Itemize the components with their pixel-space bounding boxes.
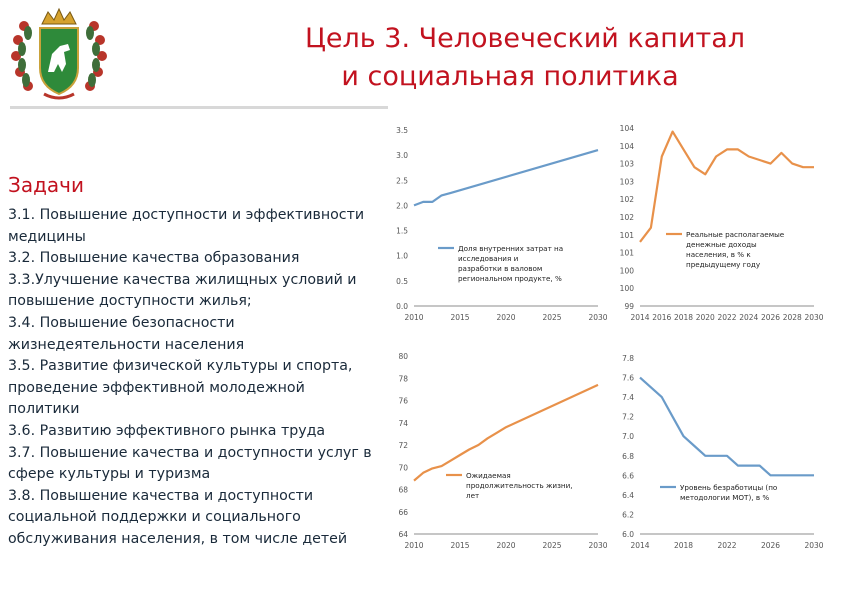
- y-tick-label: 3.0: [396, 151, 408, 161]
- y-tick-label: 1.5: [396, 226, 408, 236]
- y-tick-label: 6.0: [622, 530, 634, 539]
- y-tick-label: 6.2: [622, 510, 634, 520]
- y-tick-label: 64: [398, 530, 408, 539]
- y-tick-label: 100: [619, 266, 634, 276]
- y-tick-label: 7.0: [622, 432, 634, 442]
- x-tick-label: 2015: [450, 313, 470, 322]
- x-tick-label: 2014: [630, 541, 650, 550]
- y-tick-label: 76: [398, 396, 408, 406]
- legend-label: лет: [466, 491, 480, 500]
- x-tick-label: 2018: [673, 313, 694, 322]
- y-tick-label: 101: [619, 230, 634, 240]
- crown-icon: [42, 9, 76, 24]
- y-tick-label: 104: [619, 124, 634, 133]
- legend-label: Реальные располагаемые: [686, 230, 785, 239]
- x-tick-label: 2016: [652, 313, 672, 322]
- x-tick-label: 2030: [804, 313, 824, 322]
- x-tick-label: 2030: [588, 541, 608, 550]
- legend-label: региональном продукте, %: [458, 274, 562, 283]
- y-tick-label: 6.4: [622, 490, 634, 500]
- x-tick-label: 2030: [588, 313, 608, 322]
- task-line: жизнедеятельности населения: [8, 336, 245, 353]
- task-line: социальной поддержки и социального: [8, 509, 301, 526]
- task-line: 3.8. Повышение качества и доступности: [8, 487, 314, 504]
- legend-label: Уровень безработицы (по: [680, 483, 778, 492]
- y-tick-label: 2.5: [396, 176, 408, 186]
- y-tick-label: 0.0: [396, 302, 408, 311]
- legend-label: Доля внутренних затрат на: [458, 244, 564, 253]
- task-line: сфере культуры и туризма: [8, 466, 211, 483]
- x-tick-label: 2022: [717, 313, 737, 322]
- page-title: [200, 20, 850, 96]
- task-line: 3.5. Развитие физической культуры и спорта,: [8, 358, 353, 375]
- y-tick-label: 78: [398, 374, 408, 384]
- y-tick-label: 72: [398, 441, 408, 450]
- y-tick-label: 102: [619, 195, 634, 205]
- task-line: 3.6. Развитию эффективного рынка труда: [8, 422, 326, 439]
- x-tick-label: 2018: [673, 541, 694, 550]
- x-tick-label: 2024: [739, 313, 759, 322]
- rd-share-chart: [380, 120, 610, 330]
- series-line: [640, 378, 814, 476]
- legend-label: предыдущему году: [686, 260, 761, 269]
- x-tick-label: 2030: [804, 541, 824, 550]
- y-tick-label: 102: [619, 213, 634, 222]
- legend-label: разработки в валовом: [458, 264, 543, 273]
- task-line: 3.4. Повышение безопасности: [8, 314, 235, 331]
- task-line: медицины: [8, 228, 86, 245]
- x-tick-label: 2020: [496, 541, 516, 550]
- title-line-2: и социальная политика: [341, 61, 679, 92]
- x-tick-label: 2022: [717, 541, 737, 550]
- legend-label: населения, в % к: [686, 250, 751, 259]
- task-line: 3.7. Повышение качества и доступности услуг в: [8, 444, 372, 461]
- task-line: 3.1. Повышение доступности и эффективности: [8, 207, 365, 223]
- y-tick-label: 6.6: [622, 471, 634, 481]
- task-line: 3.3.Улучшение качества жилищных условий и: [8, 271, 357, 288]
- x-tick-label: 2020: [496, 313, 516, 322]
- legend-label: денежные доходы: [686, 240, 757, 249]
- y-tick-label: 2.0: [396, 201, 408, 211]
- task-line: повышение доступности жилья;: [8, 293, 252, 310]
- y-tick-label: 7.8: [622, 354, 634, 363]
- x-tick-label: 2026: [760, 541, 781, 550]
- legend-label: методологии МОТ), в %: [680, 493, 770, 502]
- title-line-1: Цель 3. Человеческий капитал: [304, 23, 746, 54]
- tasks-heading: Задачи: [8, 173, 84, 197]
- y-tick-label: 1.0: [396, 251, 408, 261]
- x-tick-label: 2020: [695, 313, 715, 322]
- legend-label: исследования и: [458, 254, 519, 263]
- tasks-list: [8, 205, 388, 551]
- y-tick-label: 0.5: [396, 276, 408, 286]
- y-tick-label: 66: [398, 507, 408, 517]
- series-line: [414, 150, 598, 205]
- task-line: обслуживания населения, в том числе детей: [8, 530, 348, 547]
- y-tick-label: 3.5: [396, 126, 408, 135]
- y-tick-label: 99: [624, 302, 634, 311]
- task-line: 3.2. Повышение качества образования: [8, 250, 300, 267]
- unemployment-chart: [608, 350, 848, 550]
- divider: [10, 106, 388, 109]
- x-tick-label: 2025: [542, 541, 562, 550]
- y-tick-label: 7.6: [622, 373, 634, 383]
- life-expectancy-chart: [380, 350, 610, 550]
- y-tick-label: 104: [619, 141, 634, 151]
- x-tick-label: 2010: [404, 541, 424, 550]
- y-tick-label: 74: [398, 418, 408, 428]
- x-tick-label: 2010: [404, 313, 424, 322]
- y-tick-label: 101: [619, 248, 634, 258]
- x-tick-label: 2026: [760, 313, 781, 322]
- y-tick-label: 70: [398, 463, 408, 473]
- series-line: [640, 132, 814, 242]
- y-tick-label: 100: [619, 284, 634, 294]
- series-line: [414, 385, 598, 481]
- y-tick-label: 7.2: [622, 412, 634, 422]
- y-tick-label: 6.8: [622, 451, 634, 461]
- coat-of-arms-logo: [8, 6, 110, 102]
- x-tick-label: 2028: [782, 313, 802, 322]
- real-income-chart: [608, 120, 848, 330]
- y-tick-label: 7.4: [622, 393, 634, 403]
- task-line: политики: [8, 401, 80, 418]
- y-tick-label: 80: [398, 352, 408, 361]
- y-tick-label: 68: [398, 485, 408, 495]
- legend-label: продолжительность жизни,: [466, 481, 573, 490]
- x-tick-label: 2015: [450, 541, 470, 550]
- y-tick-label: 103: [619, 159, 634, 169]
- legend-label: Ожидаемая: [466, 471, 511, 480]
- x-tick-label: 2014: [630, 313, 650, 322]
- x-tick-label: 2025: [542, 313, 562, 322]
- task-line: проведение эффективной молодежной: [8, 379, 305, 396]
- y-tick-label: 103: [619, 177, 634, 187]
